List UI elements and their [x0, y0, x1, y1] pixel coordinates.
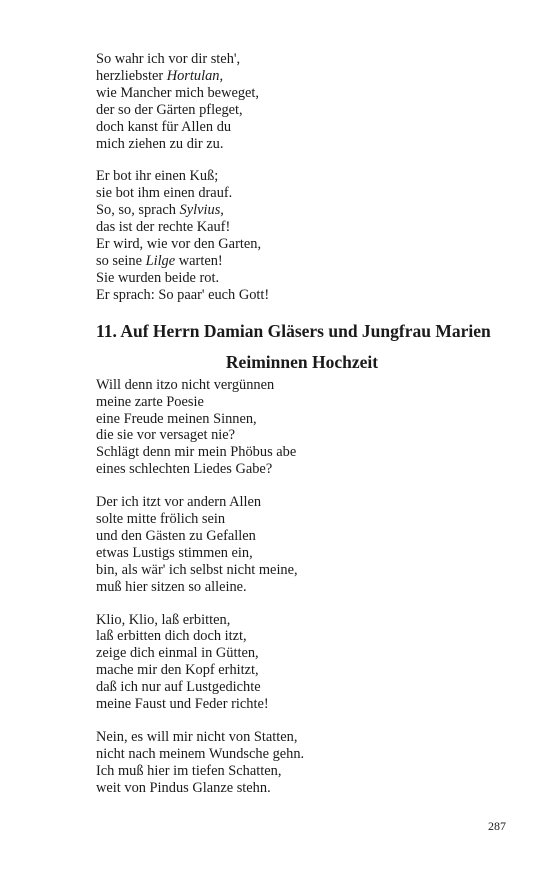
page-number: 287: [488, 819, 506, 833]
verse-line: eine Freude meinen Sinnen,: [96, 410, 257, 427]
verse-line: laß erbitten dich doch itzt,: [96, 628, 247, 645]
verse-line: so seine Lilge warten!: [96, 252, 223, 269]
stanza: [96, 168, 516, 303]
verse-line: meine Faust und Feder richte!: [96, 696, 269, 713]
poem-body: [96, 377, 516, 797]
verse-line: solte mitte frölich sein: [96, 511, 226, 528]
verse-line: mache mir den Kopf erhitzt,: [96, 662, 259, 679]
verse-line: So, so, sprach Sylvius,: [96, 202, 224, 219]
page-content: [96, 48, 516, 813]
verse-line: Er wird, wie vor den Garten,: [96, 236, 262, 253]
stanza: [96, 612, 516, 713]
verse-line: und den Gästen zu Gefallen: [96, 527, 256, 544]
verse-line: daß ich nur auf Lustgedichte: [96, 679, 261, 696]
verse-line: herzliebster Hortulan,: [96, 67, 224, 84]
verse-line: etwas Lustigs stimmen ein,: [96, 544, 253, 561]
verse-line: zeige dich einmal in Gütten,: [96, 645, 259, 662]
verse-line: Er sprach: So paar' euch Gott!: [96, 286, 270, 303]
stanza: [96, 729, 516, 797]
verse-line: bin, als wär' ich selbst nicht meine,: [96, 561, 298, 578]
verse-line: Klio, Klio, laß erbitten,: [96, 611, 231, 628]
stanza: [96, 377, 516, 478]
verse-line: der so der Gärten pfleget,: [96, 101, 243, 118]
poem-subtitle: Reiminnen Hochzeit: [225, 351, 379, 372]
verse-line: Nein, es will mir nicht von Statten,: [96, 729, 298, 745]
verse-line: weit von Pindus Glanze stehn.: [96, 779, 271, 796]
verse-line: Will denn itzo nicht vergünnen: [96, 376, 275, 393]
verse-line: meine zarte Poesie: [96, 393, 204, 410]
verse-line: nicht nach meinem Wundsche gehn.: [96, 745, 305, 762]
verse-line: muß hier sitzen so alleine.: [96, 578, 247, 595]
verse-line: sie bot ihm einen drauf.: [96, 185, 233, 202]
verse-line: das ist der rechte Kauf!: [96, 219, 231, 236]
verse-line: Der ich itzt vor andern Allen: [96, 494, 262, 511]
verse-line: die sie vor versaget nie?: [96, 427, 236, 444]
verse-line: So wahr ich vor dir steh',: [96, 51, 241, 67]
verse-line: doch kanst für Allen du: [96, 118, 232, 135]
poem-title: 11. Auf Herrn Damian Gläsers und Jungfrau Marien: [96, 320, 491, 341]
verse-line: Er bot ihr einen Kuß;: [96, 168, 219, 185]
verse-line: wie Mancher mich beweget,: [96, 84, 260, 101]
verse-line: Ich muß hier im tiefen Schatten,: [96, 762, 282, 779]
stanza: [96, 494, 516, 595]
verse-line: Schlägt denn mir mein Phöbus abe: [96, 444, 297, 461]
poem-continuation: [96, 51, 516, 304]
verse-line: eines schlechten Liedes Gabe?: [96, 461, 273, 478]
verse-line: Sie wurden beide rot.: [96, 269, 220, 286]
verse-line: mich ziehen zu dir zu.: [96, 135, 224, 152]
stanza: [96, 51, 516, 152]
